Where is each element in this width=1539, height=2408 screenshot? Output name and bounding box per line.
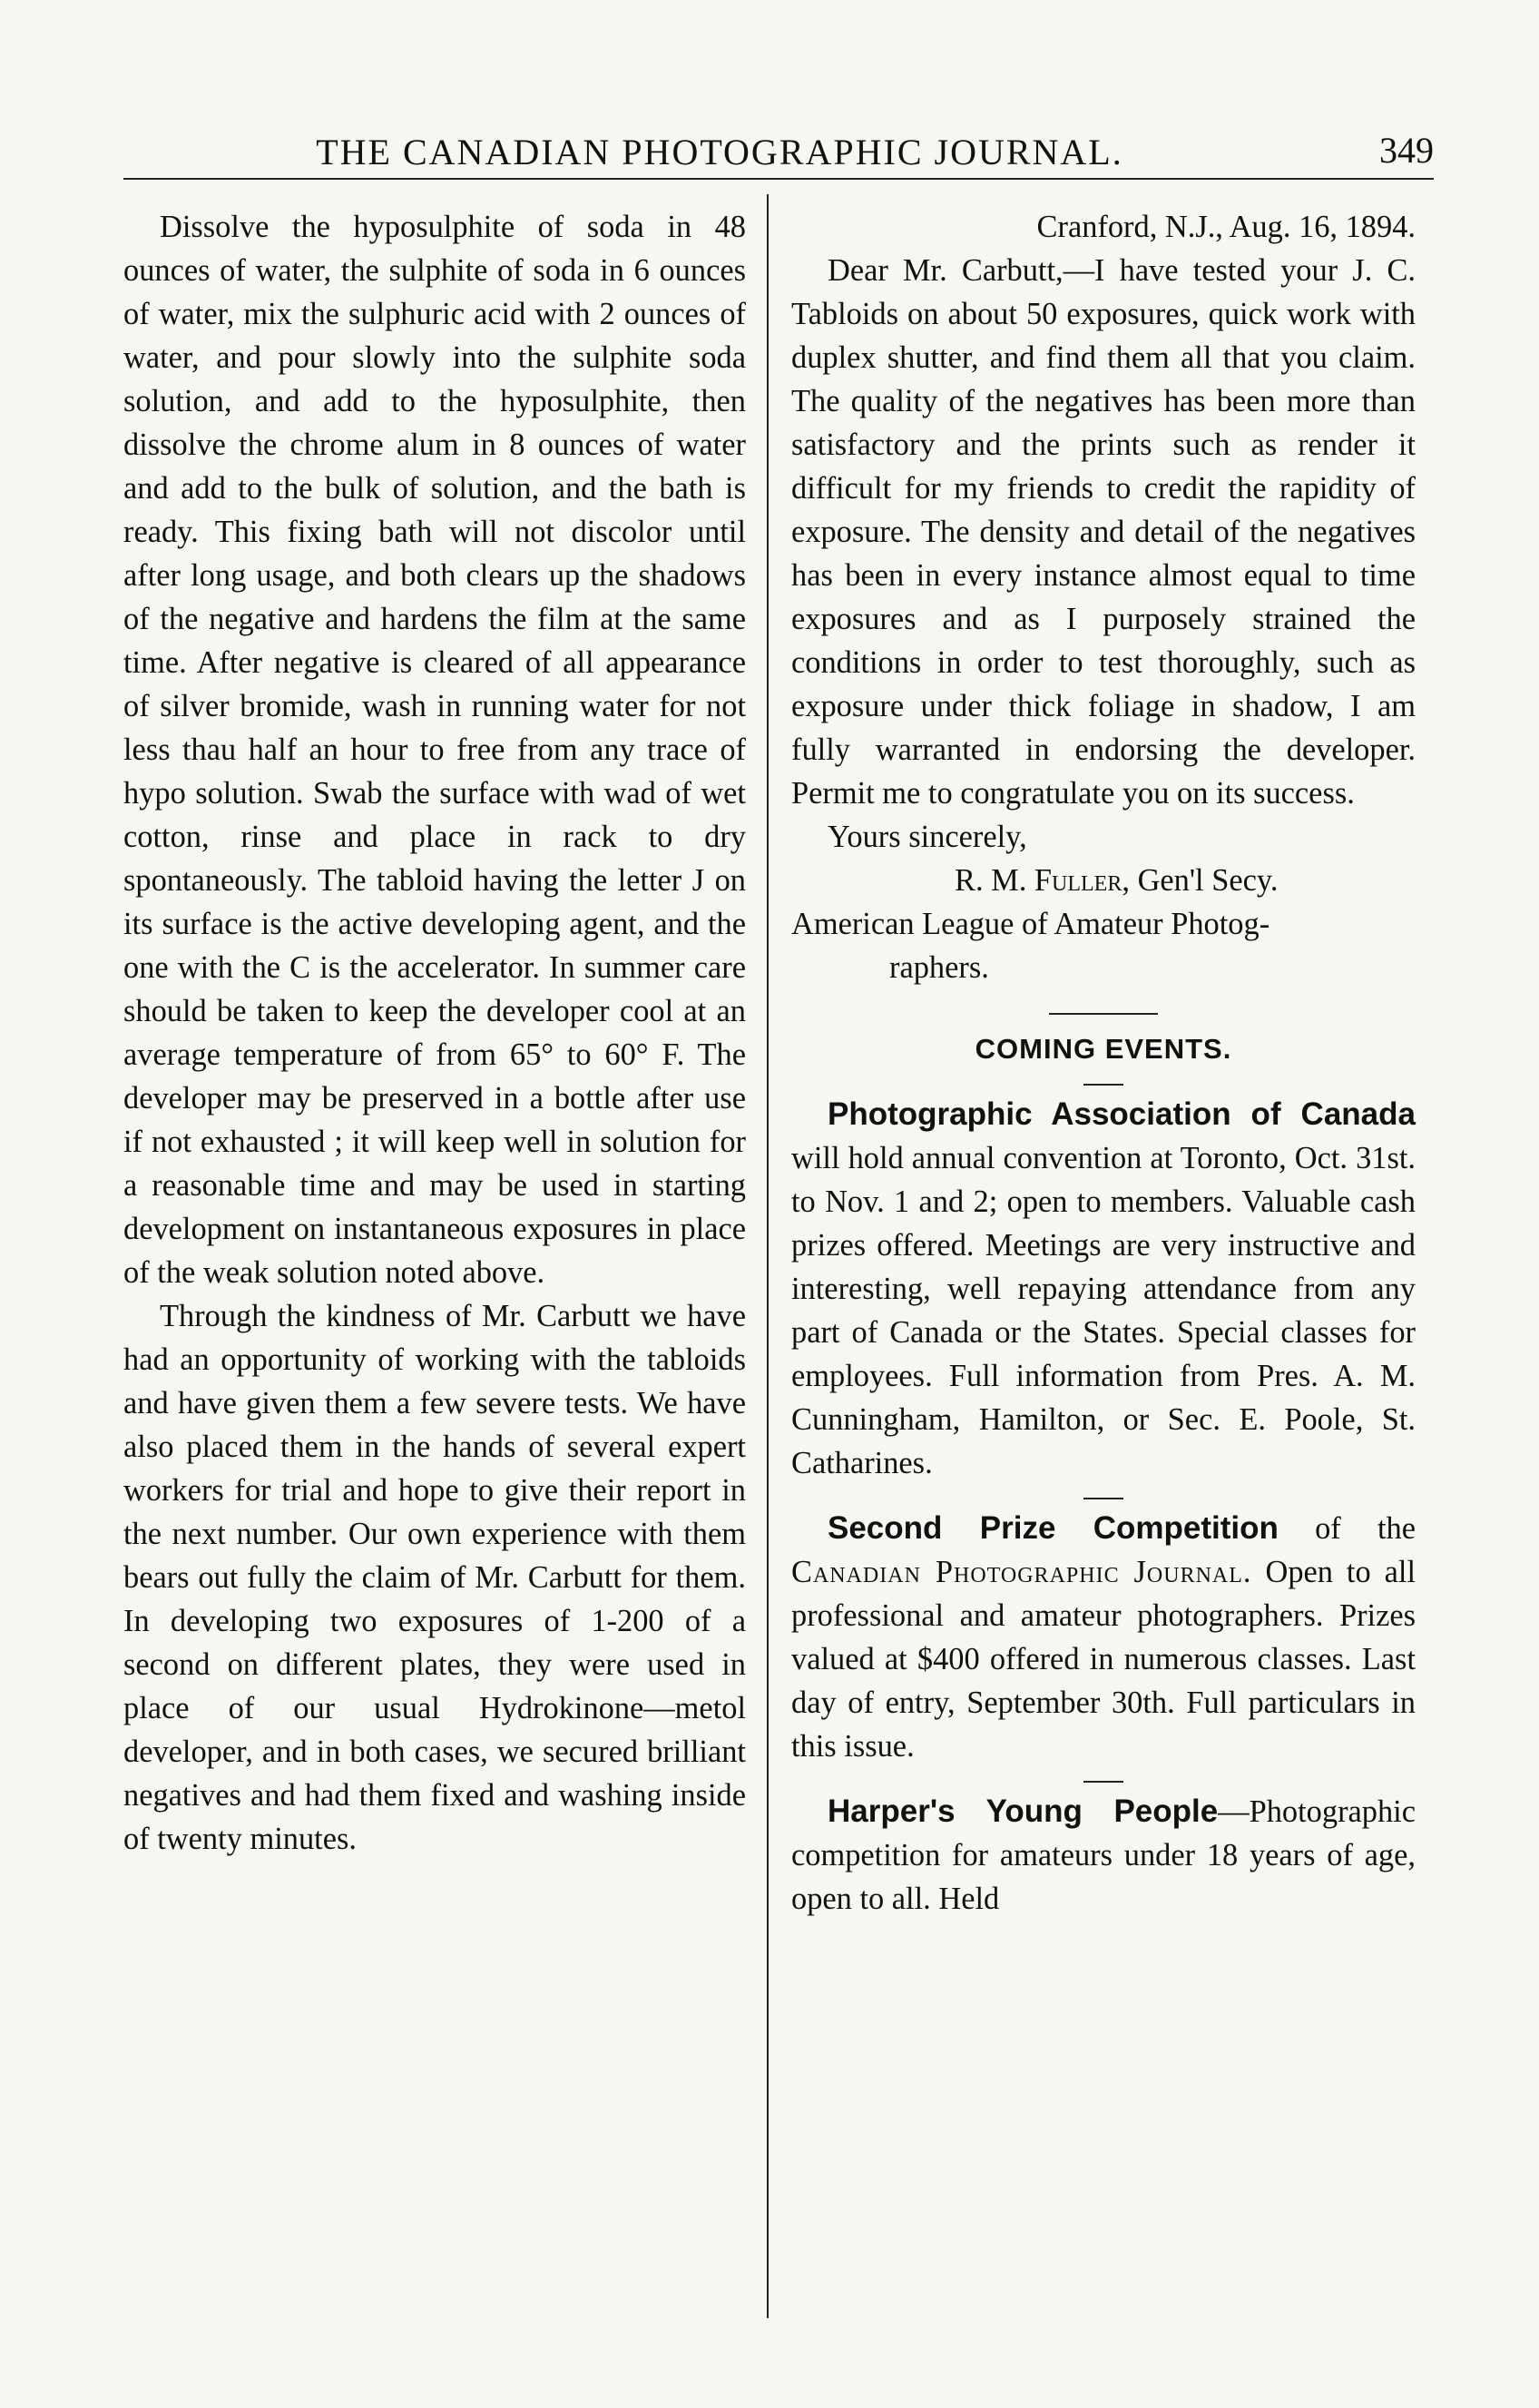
- event-title: Photographic Association of Canada: [828, 1096, 1416, 1132]
- event-text-lead: of the: [1315, 1511, 1416, 1546]
- event-item: [791, 1790, 1416, 1921]
- event-title: Second Prize Competition: [828, 1510, 1279, 1546]
- right-column: [791, 205, 1416, 1921]
- letter-closing: Yours sincerely,: [828, 820, 1027, 854]
- carbutt-letter: [791, 205, 1416, 989]
- event-divider: [1083, 1084, 1123, 1086]
- signer-name: R. M. Fuller,: [955, 863, 1130, 898]
- section-divider: [1049, 1013, 1158, 1015]
- page-number: 349: [1379, 130, 1434, 171]
- coming-events-heading: COMING EVENTS.: [975, 1033, 1232, 1065]
- carbutt-tabloids-paragraph: Through the kindness of Mr. Carbutt we have had an opportunity of working with the tabloids and have given them a few severe tests. We have also placed them in the hands of several expert workers for trial and hope to give their report in the next number. Our own experience with them bears out fully the claim of Mr. Carbutt for them. In developing two exposures of 1-200 of a second on different plates, they were used in place of our usual Hydrokinone—metol developer, and in both cases, we secured brilliant negatives and had them fixed and washing inside of twenty minutes.: [123, 1299, 746, 1856]
- event-text: will hold annual convention at Toronto, Oct. 31st. to Nov. 1 and 2; open to members. Valuable cash prizes offered. Meetings are very instructive and interesting, well repaying attendance from any part of Canada or the States. Special classes for employees. Full information from Pres. A. M. Cunningham, Hamilton, or Sec. E. Poole, St. Catharines.: [791, 1141, 1416, 1480]
- event-item: [791, 1093, 1416, 1485]
- letter-body: Dear Mr. Carbutt,—I have tested your J. C. Tabloids on about 50 exposures, quick work with duplex shutter, and find them all that you claim. The quality of the negatives has been more than satisfactory and the prints such as render it difficult for my friends to credit the rapidity of exposure. The density and detail of the negatives has been in every instance almost equal to time exposures and as I purposely strained the conditions in order to test thoroughly, such as exposure under thick foliage in shadow, I am fully warranted in endorsing the developer. Permit me to congratulate you on its success.: [791, 253, 1416, 811]
- event-divider: [1083, 1781, 1123, 1783]
- event-text: Open to all professional and amateur photographers. Prizes valued at $400 offered in numerous classes. Last day of entry, September 30th. Full particulars in this issue.: [791, 1555, 1416, 1764]
- left-column: [123, 205, 746, 1861]
- signer-role: Gen'l Secy.: [1137, 863, 1279, 898]
- header-rule: [123, 178, 1434, 180]
- fixing-bath-paragraph: Dissolve the hyposulphite of soda in 48 ounces of water, the sulphite of soda in 6 ounces of water, mix the sulphuric acid with 2 ounces of water, and pour slowly into the sulphite soda solution, and add to the hyposulphite, then dissolve the chrome alum in 8 ounces of water and add to the bulk of solution, and the bath is ready. This fixing bath will not discolor until after long usage, and both clears up the shadows of the negative and hardens the film at the same time. After negative is cleared of all appearance of silver bromide, wash in running water for not less thau half an hour to free from any trace of hypo solution. Swab the surface with wad of wet cotton, rinse and place in rack to dry spontaneously. The tabloid having the letter J on its surface is the active developing agent, and the one with the C is the accelerator. In summer care should be taken to keep the developer cool at an average temperature of from 65° to 60° F. The developer may be preserved in a bottle after use if not exhausted ; it will keep well in solution for a reasonable time and may be used in starting development on instantaneous exposures in place of the weak solution noted above.: [123, 210, 746, 1290]
- journal-name: Canadian Photographic Journal.: [791, 1555, 1252, 1589]
- organization-line-1: American League of Amateur Photog-: [791, 907, 1270, 941]
- coming-events: [791, 1027, 1416, 1921]
- event-item: [791, 1507, 1416, 1768]
- event-text: —Photographic competition for amateurs under 18 years of age, open to all. Held: [791, 1794, 1416, 1916]
- column-divider: [767, 194, 769, 2318]
- organization-line-2: raphers.: [889, 950, 989, 985]
- page-header: [123, 116, 1434, 171]
- event-divider: [1083, 1498, 1123, 1499]
- letter-signature: [791, 859, 1416, 902]
- event-title: Harper's Young People: [828, 1794, 1219, 1829]
- letter-dateline: Cranford, N.J., Aug. 16, 1894.: [1036, 210, 1416, 244]
- running-head: THE CANADIAN PHOTOGRAPHIC JOURNAL.: [316, 132, 1123, 172]
